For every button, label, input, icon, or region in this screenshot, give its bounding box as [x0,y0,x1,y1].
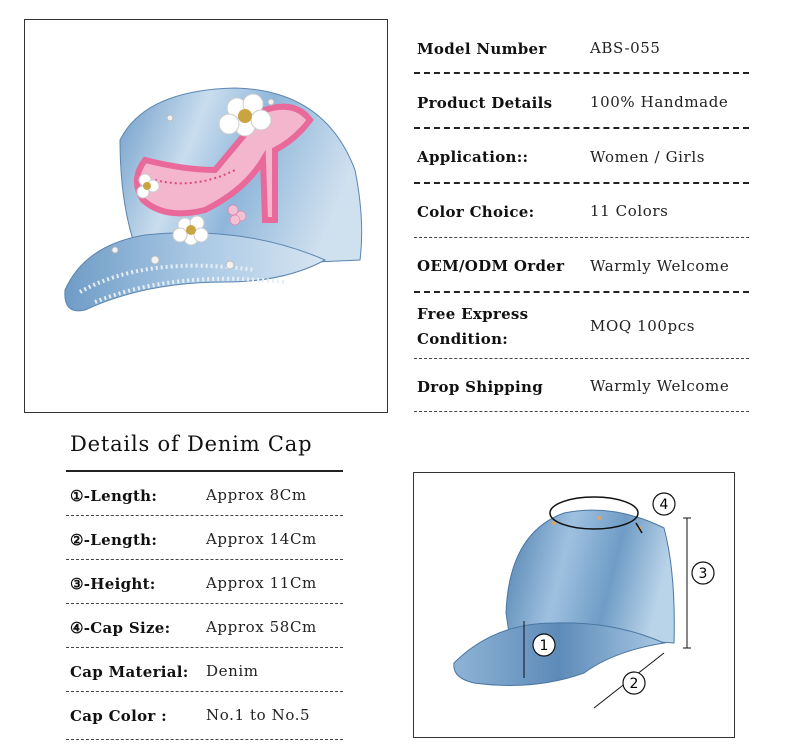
spec-value: MOQ 100pcs [590,317,696,335]
marker-2 [623,672,645,694]
svg-text:3: 3 [698,566,708,582]
detail-row-length1 [66,472,343,516]
spec-label: Color Choice: [417,203,535,221]
spec-row-model [414,30,749,74]
detail-label: ③-Height: [70,575,156,593]
detail-row-height [66,560,343,604]
spec-row-dropship [414,359,749,412]
spec-row-color [414,184,749,238]
marker-1 [533,634,555,656]
denim-cap-illustration [25,20,387,412]
detail-value: Approx 14Cm [206,530,317,548]
spec-label: Drop Shipping [417,378,544,396]
detail-label: Cap Material: [70,663,189,681]
detail-label: ④-Cap Size: [70,619,171,637]
detail-row-color [66,692,343,740]
spec-value: Warmly Welcome [590,257,730,275]
detail-value: Denim [206,662,259,680]
cap-diagram-illustration [414,473,734,737]
spec-label: Application:: [417,148,529,166]
spec-label: Product Details [417,94,553,112]
detail-value: Approx 8Cm [206,486,307,504]
measurement-diagram [413,472,735,738]
marker-3 [692,562,714,584]
detail-row-material [66,648,343,692]
spec-row-details [414,74,749,129]
spec-label: Model Number [417,40,547,58]
spec-value: 100% Handmade [590,93,729,111]
spec-value: Warmly Welcome [590,377,730,395]
svg-text:1: 1 [539,638,549,654]
spec-row-express [414,293,749,359]
detail-value: Approx 58Cm [206,618,317,636]
detail-row-length2 [66,516,343,560]
spec-row-oem [414,238,749,293]
marker-4 [653,493,675,515]
details-title: Details of Denim Cap [70,432,313,456]
spec-row-application [414,129,749,184]
spec-label: OEM/ODM Order [417,257,565,275]
detail-label: ①-Length: [70,487,158,505]
detail-value: No.1 to No.5 [206,706,311,724]
spec-value: ABS-055 [590,39,661,57]
spec-label: Condition: [417,330,509,348]
svg-text:2: 2 [629,676,639,692]
svg-text:4: 4 [659,497,669,513]
detail-label: Cap Color : [70,707,167,725]
detail-row-cap-size [66,604,343,648]
spec-value: 11 Colors [590,202,669,220]
detail-value: Approx 11Cm [206,574,317,592]
detail-label: ②-Length: [70,531,158,549]
spec-value: Women / Girls [590,148,706,166]
spec-label: Free Express [417,305,529,323]
product-photo [24,19,388,413]
